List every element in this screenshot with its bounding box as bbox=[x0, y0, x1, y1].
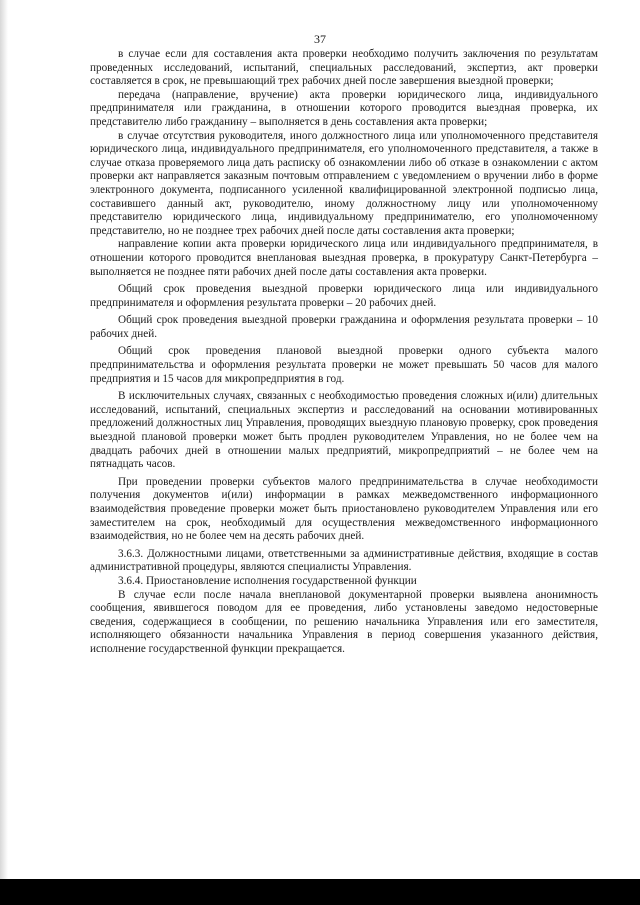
scan-bottom-border bbox=[0, 879, 640, 905]
paragraph: направление копии акта проверки юридического лица или индивидуального предпринимателя, в отношении которого проводится внеплановая выездная проверка, в прокуратуру Санкт-Петербурга – выполняется не позднее пяти рабочих дней после даты составления акта проверки. bbox=[90, 238, 598, 278]
section-3-6-4-heading: 3.6.4. Приостановление исполнения государственной функции bbox=[118, 574, 417, 587]
page-number: 37 bbox=[314, 32, 326, 46]
paragraph: В случае если после начала внеплановой документарной проверки выявлена анонимность сообщения, явившегося поводом для ее проведения, либо установлены заведомо недостоверные сведения, содержащиеся в сообщении, по решению начальника Управления или его заместителя, исполняющего обязанности начальника Управления в период совершения указанного действия, исполнение государственной функции прекращается. bbox=[90, 588, 598, 655]
paragraph: При проведении проверки субъектов малого предпринимательства в случае необходимости получения документов и(или) информации в рамках межведомственного информационного взаимодействия проведение проверки может быть приостановлено руководителем Управления или его заместителем на срок, необходимый для осуществления межведомственного информационного взаимодействия, но не более чем на десять рабочих дней. bbox=[90, 475, 598, 543]
paragraph: в случае если для составления акта проверки необходимо получить заключения по результатам проведенных исследований, испытаний, специальных расследований, экспертиз, акт проверки составляется в срок, не превышающий трех рабочих дней после завершения выездной проверки; bbox=[90, 48, 598, 88]
scan-left-edge-shadow bbox=[0, 0, 8, 905]
paragraph: Общий срок проведения плановой выездной проверки одного субъекта малого предпринимательства и оформления результата проверки не может превышать 50 часов для малого предприятия и 15 часов для микропредприятия в год. bbox=[90, 345, 598, 385]
document-body bbox=[90, 48, 598, 657]
section-3-6-3: 3.6.3. Должностными лицами, ответственными за административные действия, входящие в состав административной процедуры, являются специалисты Управления. bbox=[90, 547, 598, 574]
paragraph: Общий срок проведения выездной проверки юридического лица или индивидуального предпринимателя и оформления результата проверки – 20 рабочих дней. bbox=[90, 283, 598, 309]
paragraph: в случае отсутствия руководителя, иного должностного лица или уполномоченного представителя юридического лица, индивидуального предпринимателя, его уполномоченного представителя, а также в случае отказа проверяемого лица дать расписку об ознакомлении либо об отказе в ознакомлении с актом проверки акт направляется заказным почтовым отправлением с уведомлением о вручении либо в форме электронного документа, подписанного усиленной квалифицированной электронной подписью лица, составившего данный акт, руководителю, иному должностному лицу или уполномоченному представителю юридического лица, индивидуальному предпринимателю, его уполномоченному представителю, но не позднее трех рабочих дней после даты составления акта проверки; bbox=[90, 129, 598, 237]
paragraph: В исключительных случаях, связанных с необходимостью проведения сложных и(или) длительных исследований, испытаний, специальных экспертиз и расследований на основании мотивированных предложений должностных лиц Управления, проводящих выездную плановую проверку, срок проведения выездной плановой проверки может быть продлен руководителем Управления, но не более чем на двадцать рабочих дней в отношении малых предприятий, микропредприятий – не более чем на пятнадцать часов. bbox=[90, 390, 598, 471]
paragraph: Общий срок проведения выездной проверки гражданина и оформления результата проверки – 10 рабочих дней. bbox=[90, 314, 598, 340]
paragraph: передача (направление, вручение) акта проверки юридического лица, индивидуального предпринимателя или гражданина, в отношении которого проводится выездная проверка, их представителю либо гражданину – выполняется в день составления акта проверки; bbox=[90, 88, 598, 128]
